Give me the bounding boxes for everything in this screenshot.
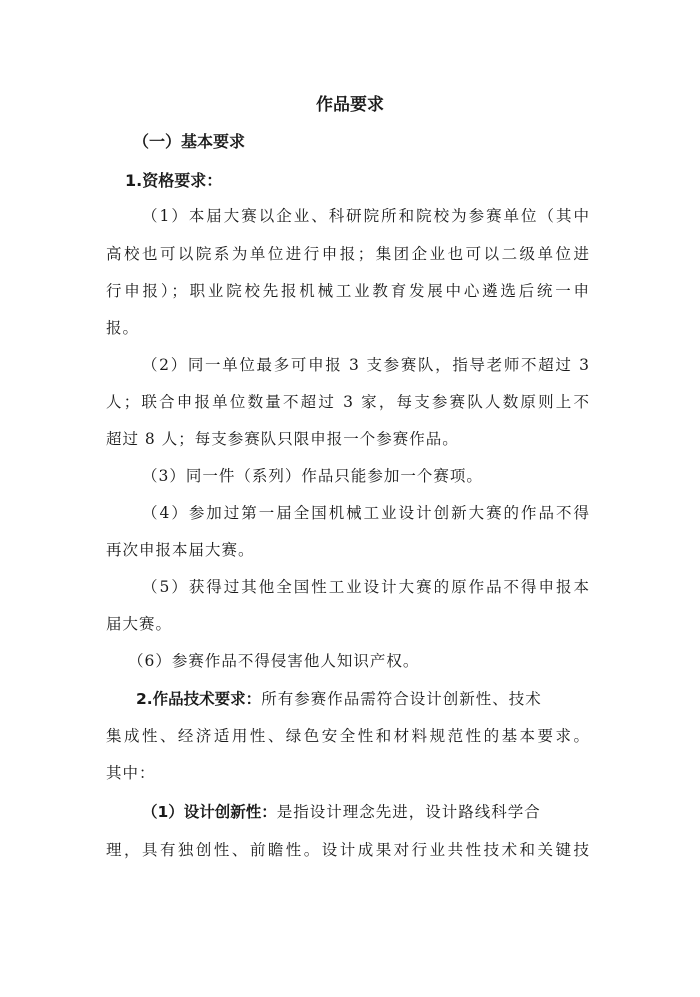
design-line1-text: 是指设计理念先进，设计路线科学合 <box>276 803 541 821</box>
paragraph-technical-line3: 其中： <box>106 764 156 782</box>
paragraph-item3: （3）同一件（系列）作品只能参加一个赛项。 <box>142 467 483 485</box>
paragraph-item1-line3: 行申报）；职业院校先报机械工业教育发展中心遴选后统一申 <box>106 282 590 300</box>
subheading-qualification: 1.资格要求： <box>125 171 223 190</box>
subheading-design-innovation: （1）设计创新性： <box>142 803 277 821</box>
paragraph-item2-line3: 超过 8 人；每支参赛队只限申报一个参赛作品。 <box>106 430 459 448</box>
section-heading-basic-requirements: （一）基本要求 <box>133 132 246 151</box>
paragraph-item6: （6）参赛作品不得侵害他人知识产权。 <box>128 652 420 670</box>
paragraph-item1-line4: 报。 <box>106 319 140 337</box>
paragraph-item5-line1: （5）获得过其他全国性工业设计大赛的原作品不得申报本 <box>142 578 590 596</box>
paragraph-item1-line1: （1）本届大赛以企业、科研院所和院校为参赛单位（其中 <box>142 207 590 225</box>
paragraph-item4-line1: （4）参加过第一届全国机械工业设计创新大赛的作品不得 <box>142 504 590 522</box>
paragraph-item1-line2: 高校也可以院系为单位进行申报；集团企业也可以二级单位进 <box>106 245 590 263</box>
paragraph-design-line1 <box>142 800 541 822</box>
paragraph-item5-line2: 届大赛。 <box>106 615 173 633</box>
paragraph-item2-line2: 人；联合申报单位数量不超过 3 家，每支参赛队人数原则上不 <box>106 393 590 411</box>
paragraph-item2-line1: （2）同一单位最多可申报 3 支参赛队，指导老师不超过 3 <box>142 356 590 374</box>
subheading-technical-requirements: 2.作品技术要求： <box>136 690 262 708</box>
technical-line1-text: 所有参赛作品需符合设计创新性、技术 <box>261 690 542 708</box>
page-title: 作品要求 <box>316 95 384 115</box>
paragraph-technical-line2: 集成性、经济适用性、绿色安全性和材料规范性的基本要求。 <box>106 727 590 745</box>
paragraph-design-line2: 理，具有独创性、前瞻性。设计成果对行业共性技术和关键技 <box>106 841 590 859</box>
paragraph-item4-line2: 再次申报本届大赛。 <box>106 541 255 559</box>
paragraph-technical-line1 <box>136 687 542 709</box>
